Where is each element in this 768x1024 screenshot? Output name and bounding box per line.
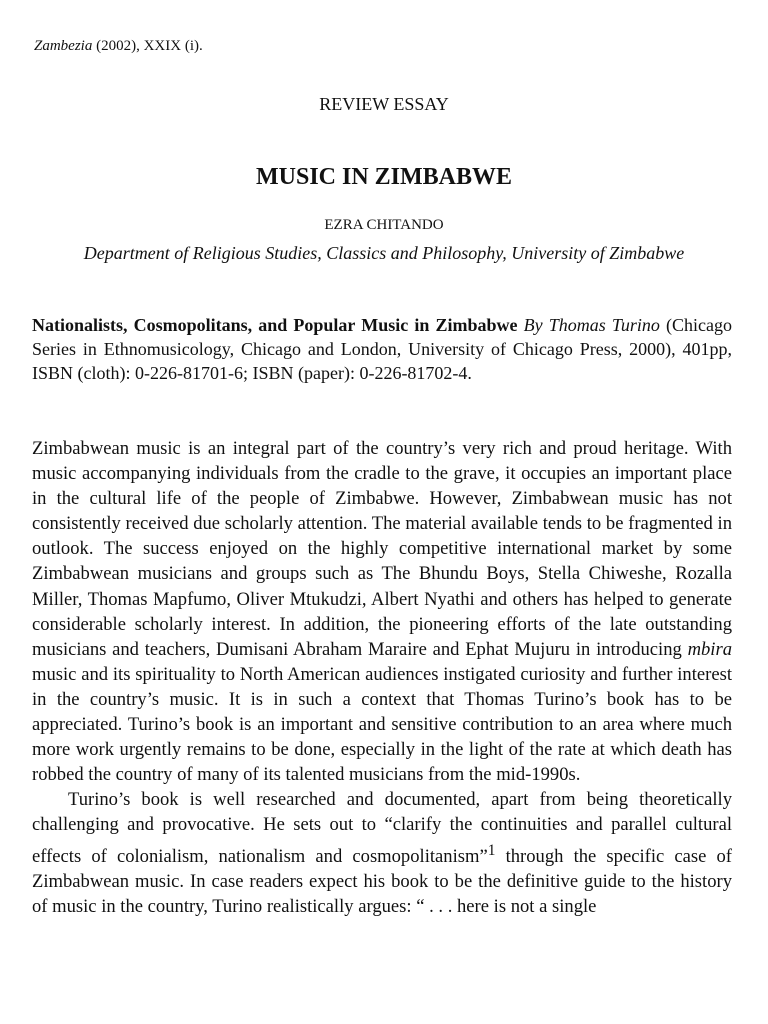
article-title: MUSIC IN ZIMBABWE	[255, 164, 513, 190]
reviewed-book-reference	[32, 313, 732, 386]
paragraph-text: Zimbabwean music is an integral part of the country’s very rich and proud heritage. With music accompanying individuals from the cradle to the grave, it occupies an important place in the cultural life of the people of Zimbabwe. However, Zimbabwean music has not consistently received due scholarly attention. The material available tends to be fragmented in outlook. The success enjoyed on the highly competitive international market by some Zimbabwean musicians and groups such as The Bhundu Boys, Stella Chiweshe, Rozalla Miller, Thomas Mapfumo, Oliver Mtukudzi, Albert Nyathi and others has helped to generate considerable scholarly interest. In addition, the pioneering efforts of the late outstanding musicians and teachers, Dumisani Abraham Maraire and Ephat Mujuru in introducing	[32, 438, 732, 660]
book-title: Nationalists, Cosmopolitans, and Popular Music in Zimbabwe	[32, 315, 518, 335]
paragraph	[32, 436, 732, 787]
section-label: REVIEW ESSAY	[319, 94, 449, 114]
paragraph-text: music and its spirituality to North American audiences instigated curiosity and further interest in the country’s music. It is in such a context that Thomas Turino’s book has to be appreciated. Turino’s book is an important and sensitive contribution to an area where much more work urgently remains to be done, especially in the light of the rate at which death has robbed the country of many of its talented musicians from the mid-1990s.	[32, 663, 732, 786]
journal-citation: (2002), XXIX (i).	[92, 38, 203, 54]
emphasis-text: mbira	[687, 638, 732, 660]
paragraph-text: Turino’s book is well researched and documented, apart from being theoretically challenging and provocative. He sets out to “clarify the continuities and parallel cultural effects of colonialism, nationalism and cosmopolitanism”	[32, 789, 732, 867]
author-name: EZRA CHITANDO	[324, 217, 444, 233]
running-head	[34, 38, 203, 55]
book-details: (Chicago Series in Ethnomusicology, Chicago and London, University of Chicago Press, 2000), 401pp, ISBN (cloth): 0-226-81701-6; ISBN (paper): 0-226-81702-4.	[32, 315, 732, 384]
journal-name: Zambezia	[34, 38, 93, 54]
author-affiliation: Department of Religious Studies, Classics and Philosophy, University of Zimbabwe	[83, 243, 685, 263]
book-author: By Thomas Turino	[517, 315, 660, 335]
body-text	[32, 436, 732, 919]
footnote-marker[interactable]: 1	[487, 841, 496, 859]
paragraph-text: through the specific case of Zimbabwean music. In case readers expect his book to be the definitive guide to the history of music in the country, Turino realistically argues: “ . . . here is not a single	[32, 845, 732, 917]
paragraph	[32, 787, 732, 919]
